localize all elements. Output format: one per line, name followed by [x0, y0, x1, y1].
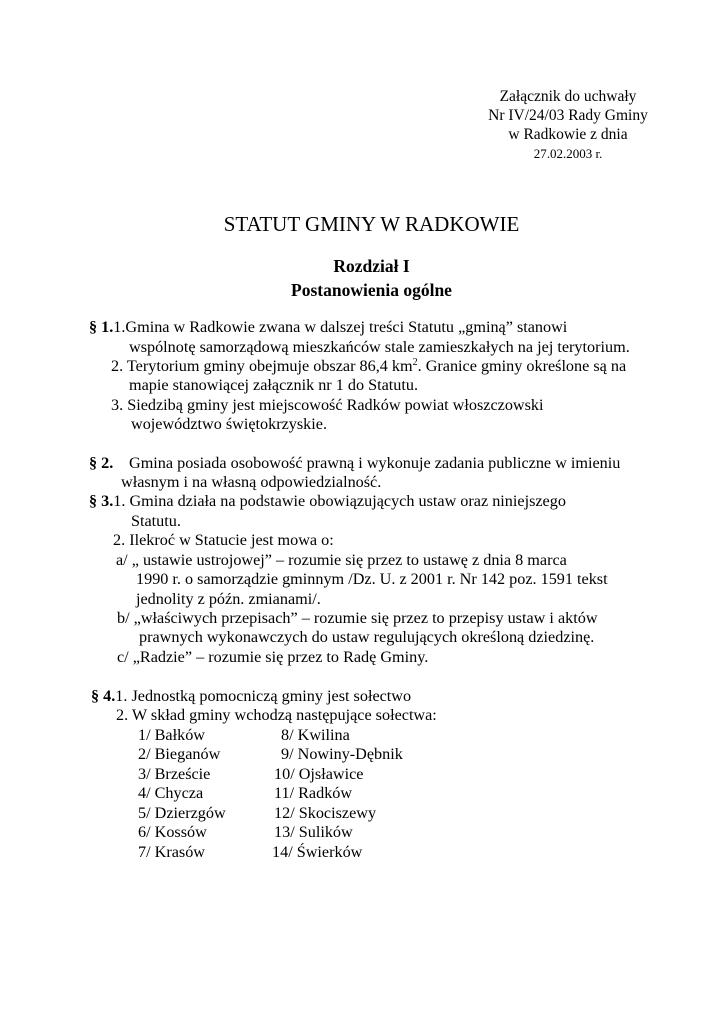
- section-3-item-a-cont-1: 1990 r. o samorządzie gminnym /Dz. U. z 2001 r. Nr 142 poz. 1591 tekst: [136, 570, 608, 588]
- section-3-item-b: b/ „właściwych przepisach” – rozumie się przez to przepisy ustaw i aktów: [117, 609, 598, 627]
- section-3-item-a: a/ „ ustawie ustrojowej” – rozumie się przez to ustawę z dnia 8 marca: [116, 551, 567, 569]
- section-4-mark: § 4.: [91, 687, 116, 705]
- section-1-para-1: § 1.1.Gmina w Radkowie zwana w dalszej treści Statutu „gminą” stanowi: [89, 318, 568, 336]
- solectwo-item: 2/ Bieganów: [138, 745, 221, 763]
- section-2-mark: § 2.: [89, 454, 114, 472]
- section-3-mark: § 3.: [89, 492, 114, 510]
- section-3-para-1: § 3.1. Gmina działa na podstawie obowiązujących ustaw oraz niniejszego: [89, 492, 566, 510]
- section-2-line-1: Gmina posiada osobowość prawną i wykonuje zadania publiczne w imieniu: [129, 454, 621, 472]
- solectwo-item: 10/ Ojsławice: [274, 765, 364, 783]
- section-1-para-3-cont: województwo świętokrzyskie.: [131, 415, 328, 433]
- document-title: STATUT GMINY W RADKOWIE: [223, 212, 520, 236]
- section-1-para-2-cont: mapie stanowiącej załącznik nr 1 do Statutu.: [129, 376, 419, 394]
- header-line-2: Nr IV/24/03 Rady Gminy: [488, 107, 648, 124]
- section-3-para-2: 2. Ilekroć w Statucie jest mowa o:: [113, 531, 334, 549]
- section-1-para-1-cont: wspólnotę samorządową mieszkańców stale zamieszkałych na jej terytorium.: [129, 338, 630, 356]
- solectwo-item: 14/ Świerków: [272, 843, 363, 861]
- section-3-item-b-cont: prawnych wykonawczych do ustaw regulujących określoną dziedzinę.: [139, 628, 595, 646]
- chapter-name: Postanowienia ogólne: [291, 280, 452, 300]
- solectwo-item: 7/ Krasów: [138, 843, 205, 861]
- solectwo-item: 11/ Radków: [274, 784, 353, 802]
- section-3-item-c: c/ „Radzie” – rozumie się przez to Radę Gminy.: [117, 648, 429, 666]
- section-1-para-3: 3. Siedzibą gminy jest miejscowość Radków powiat włoszczowski: [111, 396, 544, 414]
- section-3-item-a-cont-2: jednolity z późn. zmianami/.: [136, 590, 321, 608]
- solectwo-item: 8/ Kwilina: [281, 726, 350, 744]
- chapter-number: Rozdział I: [333, 256, 410, 276]
- header-line-1: Załącznik do uchwały: [499, 88, 637, 105]
- solectwo-item: 1/ Bałków: [138, 726, 205, 744]
- solectwo-item: 9/ Nowiny-Dębnik: [281, 745, 403, 763]
- solectwo-item: 6/ Kossów: [138, 823, 207, 841]
- solectwo-item: 12/ Skociszewy: [274, 804, 377, 822]
- section-4-para-1: § 4.1. Jednostką pomocniczą gminy jest sołectwo: [91, 687, 412, 705]
- section-4-para-2: 2. W skład gminy wchodzą następujące sołectwa:: [116, 706, 437, 724]
- section-1-mark: § 1.: [89, 318, 114, 336]
- header-line-3: w Radkowie z dnia: [508, 126, 628, 143]
- solectwo-item: 13/ Sulików: [274, 823, 353, 841]
- solectwo-item: 5/ Dzierzgów: [138, 804, 226, 822]
- header-date: 27.02.2003 r.: [533, 146, 603, 161]
- section-1-para-2: 2. Terytorium gminy obejmuje obszar 86,4 $km^2$. Granice gminy określone są na: [111, 357, 627, 375]
- section-2-line-2: własnym i na własną odpowiedzialność.: [121, 473, 382, 491]
- solectwo-item: 4/ Chycza: [138, 784, 204, 802]
- section-3-para-1-cont: Statutu.: [131, 512, 181, 530]
- solectwo-item: 3/ Brzeście: [138, 765, 211, 783]
